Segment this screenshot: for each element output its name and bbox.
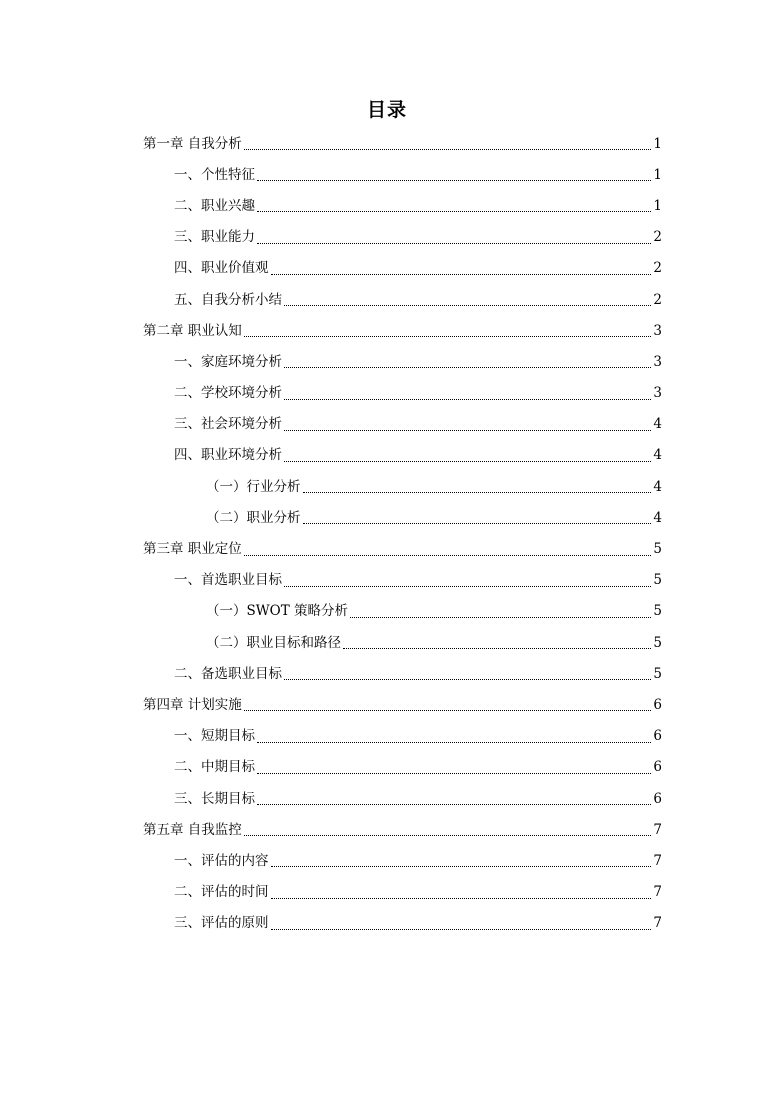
toc-entry-page-number: 7 xyxy=(653,884,662,901)
toc-entry-page-number: 7 xyxy=(653,852,662,869)
toc-entry-label: 四、职业价值观 xyxy=(174,260,269,277)
toc-entry[interactable] xyxy=(0,533,774,564)
toc-entry[interactable] xyxy=(0,845,774,876)
toc-entry[interactable] xyxy=(0,877,774,908)
toc-entry-page-number: 4 xyxy=(653,478,662,495)
toc-entry-label: 二、中期目标 xyxy=(174,759,255,776)
toc-entry-page-number: 6 xyxy=(653,696,662,713)
toc-entry[interactable] xyxy=(0,596,774,627)
toc-entry-page-number: 7 xyxy=(653,915,662,932)
toc-entry-page-number: 2 xyxy=(653,291,662,308)
toc-list xyxy=(0,128,774,939)
toc-entry[interactable] xyxy=(0,908,774,939)
toc-entry-page-number: 2 xyxy=(653,229,662,246)
toc-entry-page-number: 1 xyxy=(653,166,662,183)
toc-entry-page-number: 5 xyxy=(653,572,662,589)
toc-entry[interactable] xyxy=(0,658,774,689)
toc-entry[interactable] xyxy=(0,814,774,845)
toc-entry-label: 第二章 职业认知 xyxy=(143,322,242,339)
toc-entry-dot-leader xyxy=(284,586,651,587)
toc-entry-page-number: 5 xyxy=(653,541,662,558)
toc-entry-dot-leader xyxy=(284,679,651,680)
toc-entry[interactable] xyxy=(0,783,774,814)
toc-entry-label: 一、首选职业目标 xyxy=(174,572,282,589)
toc-entry-page-number: 3 xyxy=(653,322,662,339)
toc-entry[interactable] xyxy=(0,253,774,284)
toc-entry-dot-leader xyxy=(257,804,651,805)
toc-entry-dot-leader xyxy=(271,866,652,867)
toc-entry-page-number: 7 xyxy=(653,821,662,838)
toc-entry-label: 第三章 职业定位 xyxy=(143,541,242,558)
toc-entry[interactable] xyxy=(0,378,774,409)
toc-entry-page-number: 1 xyxy=(653,135,662,152)
toc-entry-page-number: 2 xyxy=(653,260,662,277)
toc-entry-dot-leader xyxy=(271,929,652,930)
toc-entry[interactable] xyxy=(0,346,774,377)
toc-entry-label: 五、自我分析小结 xyxy=(174,291,282,308)
toc-entry-page-number: 5 xyxy=(653,634,662,651)
toc-entry[interactable] xyxy=(0,128,774,159)
toc-entry[interactable] xyxy=(0,689,774,720)
toc-entry-label: 一、短期目标 xyxy=(174,728,255,745)
toc-entry-dot-leader xyxy=(284,305,651,306)
toc-entry[interactable] xyxy=(0,159,774,190)
toc-entry-label: （二）职业分析 xyxy=(206,509,301,526)
toc-entry-label: 第四章 计划实施 xyxy=(143,696,242,713)
toc-entry-dot-leader xyxy=(244,555,652,556)
toc-entry-label: 四、职业环境分析 xyxy=(174,447,282,464)
toc-entry-label: 二、评估的时间 xyxy=(174,884,269,901)
toc-title: 目录 xyxy=(366,99,407,121)
toc-entry-dot-leader xyxy=(343,648,651,649)
toc-entry-dot-leader xyxy=(244,336,652,337)
toc-entry[interactable] xyxy=(0,284,774,315)
toc-entry-dot-leader xyxy=(284,430,651,431)
toc-entry-page-number: 4 xyxy=(653,509,662,526)
toc-entry-label: 三、评估的原则 xyxy=(174,915,269,932)
toc-entry-label: 一、个性特征 xyxy=(174,166,255,183)
toc-entry-dot-leader xyxy=(257,773,651,774)
toc-entry[interactable] xyxy=(0,440,774,471)
toc-entry-page-number: 5 xyxy=(653,603,662,620)
toc-entry-dot-leader xyxy=(244,835,652,836)
toc-entry-dot-leader xyxy=(303,523,652,524)
toc-entry-label: 第五章 自我监控 xyxy=(143,821,242,838)
toc-entry-page-number: 4 xyxy=(653,447,662,464)
toc-entry-dot-leader xyxy=(271,274,652,275)
toc-entry-dot-leader xyxy=(244,710,652,711)
toc-entry[interactable] xyxy=(0,190,774,221)
toc-entry[interactable] xyxy=(0,565,774,596)
toc-entry-label: 第一章 自我分析 xyxy=(143,135,242,152)
toc-entry-page-number: 4 xyxy=(653,416,662,433)
toc-entry-label: 三、社会环境分析 xyxy=(174,416,282,433)
toc-entry-label: 一、评估的内容 xyxy=(174,852,269,869)
toc-entry-label: 一、家庭环境分析 xyxy=(174,353,282,370)
toc-entry-label: （二）职业目标和路径 xyxy=(206,634,341,651)
toc-entry-dot-leader xyxy=(303,492,652,493)
toc-entry-dot-leader xyxy=(284,367,651,368)
toc-entry-dot-leader xyxy=(257,180,651,181)
toc-entry-page-number: 3 xyxy=(653,353,662,370)
toc-entry-label: （一）SWOT 策略分析 xyxy=(206,603,348,620)
toc-entry-dot-leader xyxy=(284,461,651,462)
toc-entry-dot-leader xyxy=(244,149,652,150)
toc-entry-dot-leader xyxy=(350,617,651,618)
toc-entry[interactable] xyxy=(0,502,774,533)
toc-entry-page-number: 3 xyxy=(653,385,662,402)
toc-entry-dot-leader xyxy=(284,399,651,400)
toc-entry-label: 二、备选职业目标 xyxy=(174,665,282,682)
toc-entry-dot-leader xyxy=(257,243,651,244)
toc-entry-page-number: 6 xyxy=(653,728,662,745)
toc-entry-dot-leader xyxy=(257,211,651,212)
toc-entry-page-number: 6 xyxy=(653,790,662,807)
toc-entry-page-number: 6 xyxy=(653,759,662,776)
toc-entry[interactable] xyxy=(0,721,774,752)
toc-entry-page-number: 5 xyxy=(653,665,662,682)
toc-entry-label: 三、长期目标 xyxy=(174,790,255,807)
toc-entry-label: 二、职业兴趣 xyxy=(174,197,255,214)
toc-entry[interactable] xyxy=(0,222,774,253)
toc-entry[interactable] xyxy=(0,752,774,783)
toc-entry-dot-leader xyxy=(257,742,651,743)
toc-entry-page-number: 1 xyxy=(653,197,662,214)
toc-entry-label: 二、学校环境分析 xyxy=(174,385,282,402)
toc-entry[interactable] xyxy=(0,409,774,440)
toc-entry[interactable] xyxy=(0,627,774,658)
toc-entry-label: （一）行业分析 xyxy=(206,478,301,495)
toc-entry[interactable] xyxy=(0,315,774,346)
toc-entry[interactable] xyxy=(0,471,774,502)
toc-entry-dot-leader xyxy=(271,898,652,899)
toc-entry-label: 三、职业能力 xyxy=(174,229,255,246)
